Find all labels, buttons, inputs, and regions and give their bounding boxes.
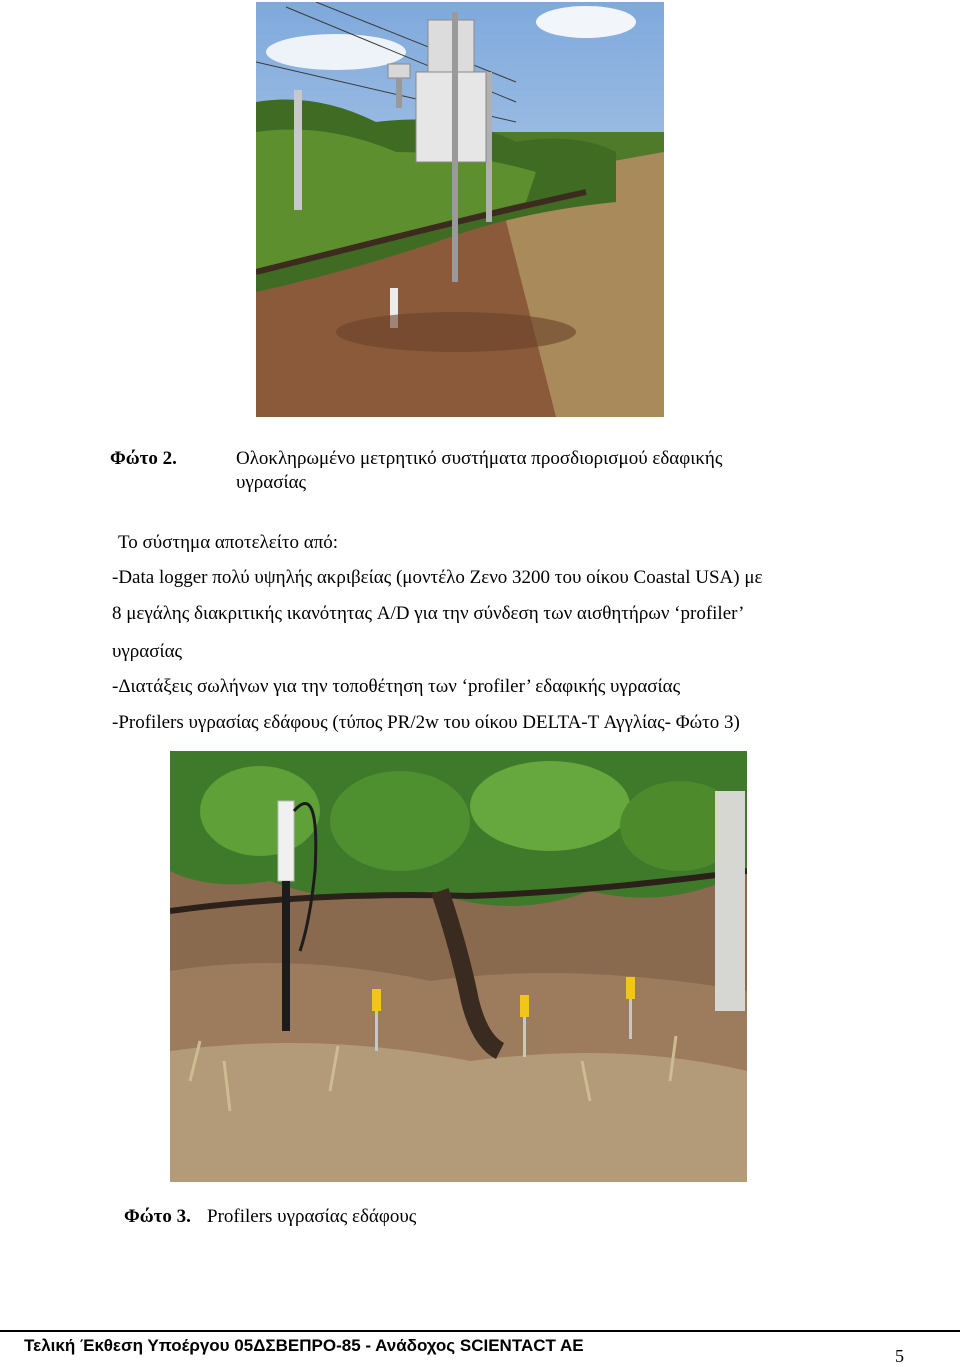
photo-label: Φώτο 3.: [124, 1206, 191, 1227]
photo-caption: Ολοκληρωμένο μετρητικό συστήματα προσδιορισμού εδαφικής: [236, 448, 723, 469]
body-text-line: 8 μεγάλης διακριτικής ικανότητας A/D για την σύνδεση των αισθητήρων ‘profiler’: [112, 603, 745, 624]
body-text-line: υγρασίας: [112, 641, 183, 662]
vineyard-datalogger-photo: [256, 2, 664, 417]
photo-caption-continued: υγρασίας: [236, 472, 307, 493]
body-text-line: -Data logger πολύ υψηλής ακριβείας (μοντέλο Ζενο 3200 του οίκου Coastal USA) με: [112, 567, 763, 588]
footer-divider: [0, 1330, 960, 1332]
soil-profilers-photo: [170, 751, 747, 1182]
photo-caption: Profilers υγρασίας εδάφους: [207, 1206, 417, 1227]
body-text-line: -Διατάξεις σωλήνων για την τοποθέτηση των ‘profiler’ εδαφικής υγρασίας: [112, 676, 681, 697]
intro-text: Το σύστημα αποτελείτο από:: [118, 532, 339, 553]
body-text-line: -Profilers υγρασίας εδάφους (τύπος PR/2w του οίκου DELTA-T Αγγλίας- Φώτο 3): [112, 712, 740, 733]
footer-text: Τελική Έκθεση Υποέργου 05ΔΣΒΕΠΡΟ-85 - Ανάδοχος SCIENTACT AE: [24, 1336, 584, 1355]
photo-label: Φώτο 2.: [110, 448, 177, 469]
page-number: 5: [895, 1346, 904, 1366]
